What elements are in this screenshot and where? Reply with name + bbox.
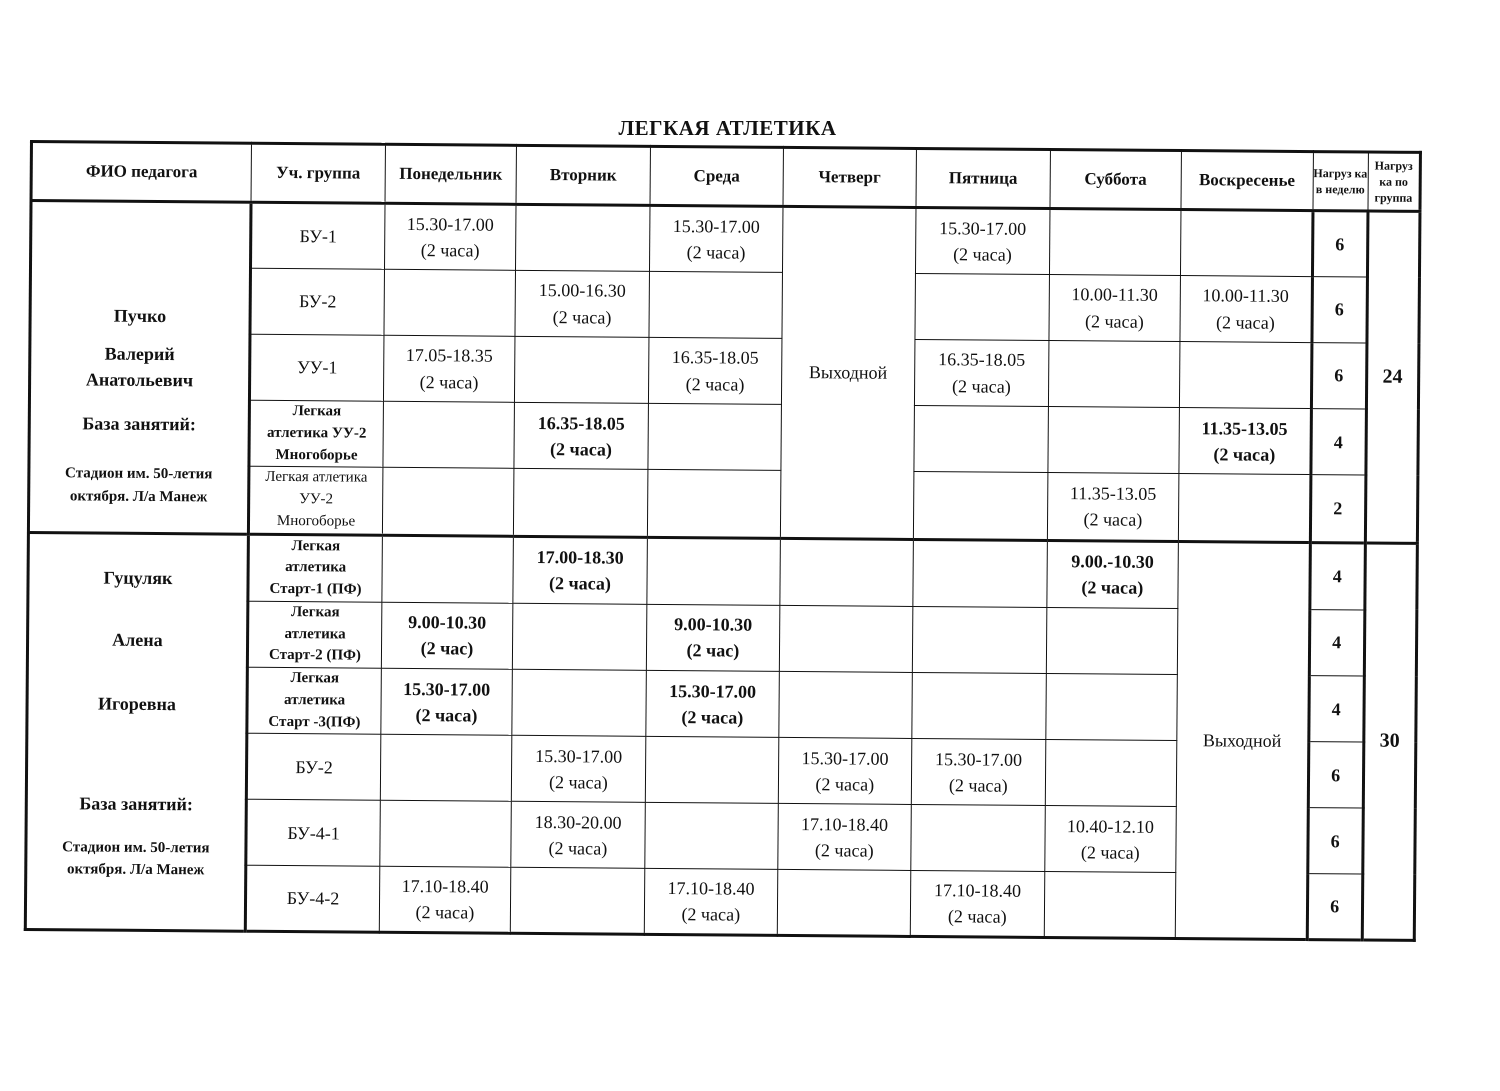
tue-cell bbox=[515, 204, 650, 271]
sat-cell bbox=[1045, 673, 1177, 740]
mon-cell: 17.10-18.40 (2 часа) bbox=[380, 867, 511, 934]
header-saturday: Суббота bbox=[1050, 150, 1182, 210]
fri-cell: 15.30-17.00 (2 часа) bbox=[911, 739, 1045, 806]
fri-cell bbox=[913, 539, 1047, 607]
mon-cell bbox=[382, 535, 513, 603]
mon-cell bbox=[383, 468, 514, 536]
schedule-table bbox=[24, 140, 1422, 942]
teacher-patronymic: Анатольевич bbox=[85, 369, 194, 391]
teacher-patronymic: Игоревна bbox=[97, 693, 176, 714]
header-sunday: Воскресенье bbox=[1181, 151, 1313, 211]
wed-cell: 9.00-10.30 (2 час) bbox=[647, 604, 780, 671]
header-friday: Пятница bbox=[916, 148, 1050, 208]
fri-cell bbox=[914, 472, 1048, 540]
load-group-total: 24 bbox=[1365, 211, 1420, 543]
tue-cell: 15.30-17.00 (2 часа) bbox=[511, 736, 646, 803]
header-wednesday: Среда bbox=[650, 146, 783, 206]
teacher-cell bbox=[28, 201, 250, 534]
fri-cell bbox=[912, 606, 1046, 673]
header-tuesday: Вторник bbox=[516, 145, 651, 205]
wed-cell: 15.30-17.00 (2 часа) bbox=[646, 670, 779, 737]
thu-dayoff-cell: Выходной bbox=[780, 206, 916, 539]
group-cell: БУ-4-2 bbox=[245, 865, 380, 932]
sat-cell bbox=[1049, 209, 1181, 276]
sun-cell: 11.35-13.05 (2 часа) bbox=[1179, 408, 1311, 475]
group-cell: БУ-4-1 bbox=[246, 799, 381, 866]
wed-cell bbox=[645, 803, 778, 870]
teacher-name: Валерий bbox=[104, 343, 175, 365]
load-week-cell: 4 bbox=[1309, 609, 1365, 676]
header-load-week: Нагруз ка в неделю bbox=[1313, 152, 1369, 211]
sun-dayoff-cell: Выходной bbox=[1175, 541, 1310, 940]
load-week-cell: 6 bbox=[1307, 808, 1363, 874]
sat-cell: 10.00-11.30 (2 часа) bbox=[1049, 275, 1181, 342]
mon-cell bbox=[383, 401, 514, 468]
mon-cell: 15.30-17.00 (2 часа) bbox=[385, 203, 516, 270]
group-cell: БУ-2 bbox=[246, 733, 381, 800]
header-teacher: ФИО педагога bbox=[31, 142, 251, 203]
tue-cell bbox=[512, 669, 647, 736]
fri-cell bbox=[914, 405, 1048, 472]
tue-cell: 18.30-20.00 (2 часа) bbox=[511, 802, 646, 869]
mon-cell: 15.30-17.00 (2 часа) bbox=[381, 668, 512, 735]
tue-cell bbox=[514, 336, 649, 403]
mon-cell: 9.00-10.30 (2 час) bbox=[382, 602, 513, 669]
mon-cell: 17.05-18.35 (2 часа) bbox=[384, 335, 515, 402]
load-week-cell: 4 bbox=[1310, 409, 1366, 476]
venue-text: Стадион им. 50-летия октября. Л/а Манеж bbox=[62, 839, 210, 879]
header-load-group: Нагруз ка по группа bbox=[1368, 152, 1421, 211]
group-cell: Легкая атлетика УУ-2 Многоборье bbox=[249, 400, 384, 467]
teacher-surname: Пучко bbox=[113, 305, 167, 327]
venue-label: База занятий: bbox=[82, 413, 197, 435]
wed-cell bbox=[646, 737, 779, 804]
tue-cell bbox=[513, 469, 648, 537]
fri-cell: 15.30-17.00 (2 часа) bbox=[916, 207, 1050, 274]
group-cell: Легкая атлетика Старт-1 (ПФ) bbox=[248, 534, 383, 602]
sun-cell bbox=[1179, 342, 1311, 409]
sat-cell bbox=[1048, 341, 1180, 408]
sat-cell bbox=[1046, 607, 1178, 674]
tue-cell bbox=[510, 868, 645, 935]
load-week-cell: 6 bbox=[1312, 211, 1368, 277]
header-group: Уч. группа bbox=[251, 143, 386, 203]
wed-cell: 15.30-17.00 (2 часа) bbox=[650, 205, 783, 272]
load-week-cell: 6 bbox=[1307, 874, 1363, 940]
group-cell: Легкая атлетика Старт -3(ПФ) bbox=[247, 667, 382, 734]
header-thursday: Четверг bbox=[783, 147, 917, 207]
sun-cell bbox=[1178, 474, 1310, 542]
wed-cell bbox=[647, 537, 780, 605]
thu-cell bbox=[777, 870, 911, 937]
group-cell: УУ-1 bbox=[249, 334, 384, 401]
thu-cell: 17.10-18.40 (2 часа) bbox=[777, 804, 911, 871]
fri-cell bbox=[912, 672, 1046, 739]
page-title: ЛЕГКАЯ АТЛЕТИКА bbox=[618, 116, 837, 140]
group-cell: Легкая атлетика Старт-2 (ПФ) bbox=[247, 601, 382, 668]
group-cell: БУ-2 bbox=[250, 268, 385, 335]
tue-cell: 16.35-18.05 (2 часа) bbox=[514, 402, 649, 469]
table-row bbox=[28, 532, 1417, 610]
sun-cell bbox=[1181, 210, 1313, 277]
teacher-surname: Гуцуляк bbox=[103, 567, 173, 588]
thu-cell: 15.30-17.00 (2 часа) bbox=[778, 738, 912, 805]
load-week-cell: 6 bbox=[1311, 343, 1367, 409]
wed-cell bbox=[649, 271, 782, 338]
sat-cell bbox=[1044, 872, 1176, 939]
sat-cell bbox=[1045, 740, 1177, 807]
teacher-cell bbox=[25, 532, 248, 931]
load-week-cell: 6 bbox=[1311, 277, 1367, 343]
mon-cell bbox=[381, 735, 512, 802]
load-group-total: 30 bbox=[1362, 542, 1417, 940]
header-row bbox=[31, 142, 1420, 212]
thu-cell bbox=[779, 605, 913, 672]
teacher-name: Алена bbox=[112, 629, 163, 650]
fri-cell bbox=[915, 273, 1049, 340]
fri-cell: 16.35-18.05 (2 часа) bbox=[915, 339, 1049, 406]
table-row bbox=[31, 201, 1420, 278]
thu-cell bbox=[778, 671, 912, 738]
thu-cell bbox=[780, 538, 914, 606]
sat-cell: 9.00.-10.30 (2 часа) bbox=[1046, 540, 1178, 608]
load-week-cell: 6 bbox=[1308, 742, 1364, 808]
mon-cell bbox=[384, 269, 515, 336]
sat-cell: 11.35-13.05 (2 часа) bbox=[1047, 473, 1179, 541]
load-week-cell: 2 bbox=[1310, 475, 1366, 543]
load-week-cell: 4 bbox=[1308, 676, 1364, 743]
wed-cell bbox=[648, 470, 781, 538]
wed-cell bbox=[648, 403, 781, 470]
mon-cell bbox=[380, 801, 511, 868]
fri-cell: 17.10-18.40 (2 часа) bbox=[910, 871, 1044, 938]
group-cell: БУ-1 bbox=[250, 202, 385, 269]
load-week-cell: 4 bbox=[1309, 542, 1365, 610]
tue-cell bbox=[512, 603, 647, 670]
venue-label: База занятий: bbox=[79, 793, 194, 815]
fri-cell bbox=[911, 805, 1045, 872]
venue-text: Стадион им. 50-летия октября. Л/а Манеж bbox=[65, 465, 213, 506]
sat-cell bbox=[1048, 407, 1180, 474]
sat-cell: 10.40-12.10 (2 часа) bbox=[1044, 806, 1176, 873]
tue-cell: 15.00-16.30 (2 часа) bbox=[515, 270, 650, 337]
tue-cell: 17.00-18.30 (2 часа) bbox=[513, 536, 648, 604]
sun-cell: 10.00-11.30 (2 часа) bbox=[1180, 276, 1312, 343]
header-monday: Понедельник bbox=[385, 144, 516, 204]
group-cell: Легкая атлетика УУ-2 Многоборье bbox=[248, 466, 383, 534]
wed-cell: 16.35-18.05 (2 часа) bbox=[649, 337, 782, 404]
wed-cell: 17.10-18.40 (2 часа) bbox=[644, 869, 777, 936]
